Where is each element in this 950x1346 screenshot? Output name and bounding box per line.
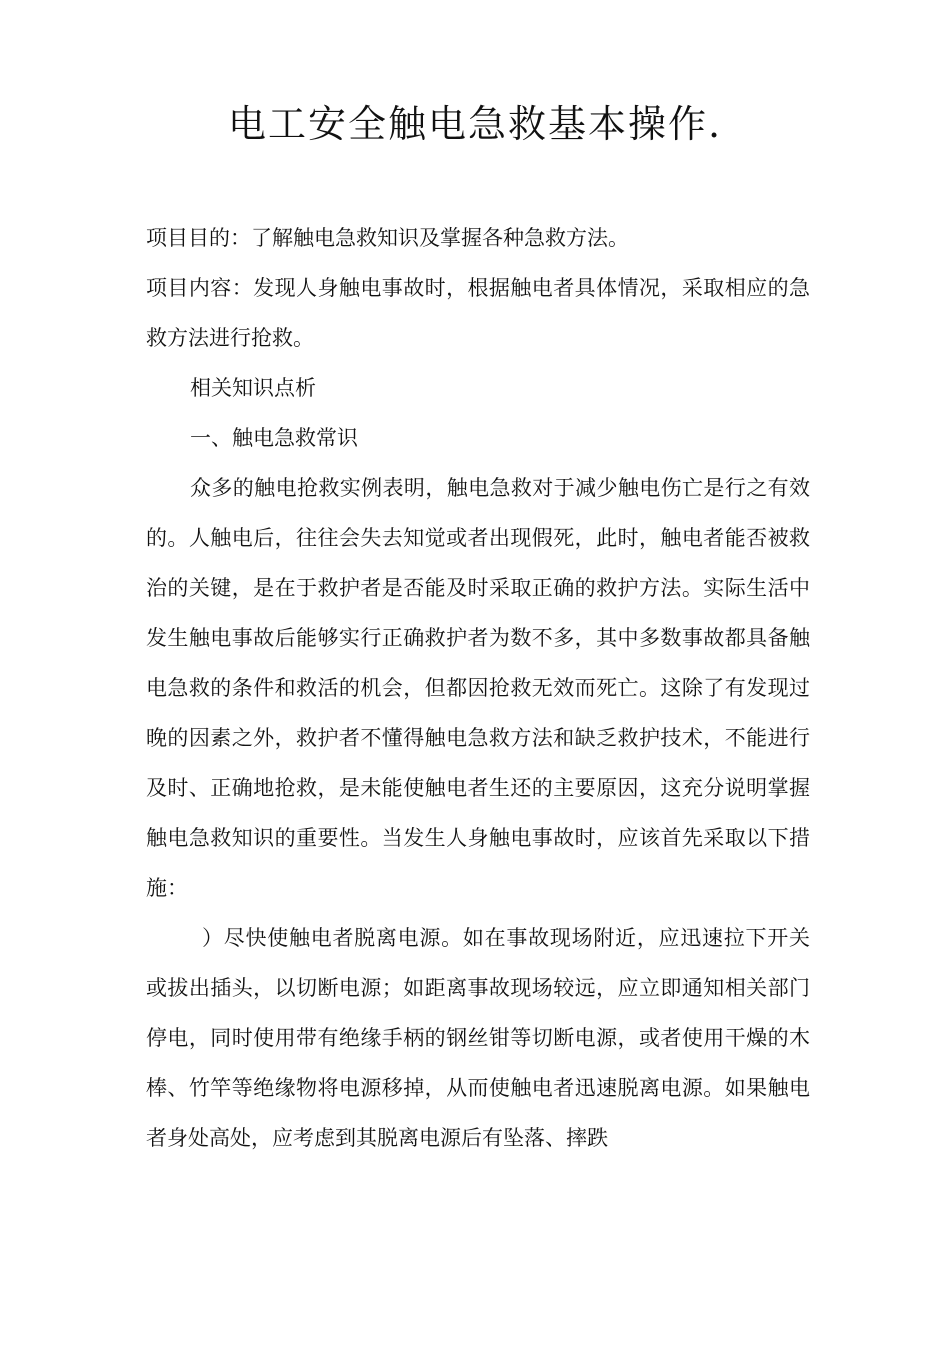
- measure-item-paragraph: ）尽快使触电者脱离电源。如在事故现场附近，应迅速拉下开关或拔出插头，以切断电源；如距离事故现场较远，应立即通知相关部门停电，同时使用带有绝缘手柄的钢丝钳等切断电源，或者使用干燥的木棒、竹竿等绝缘物将电源移掉，从而使触电者迅速脱离电源。如果触电者身处高处，应考虑到其脱离电源后有坠落、摔跌: [146, 926, 810, 1150]
- project-content-paragraph: 项目内容：发现人身触电事故时，根据触电者具体情况，采取相应的急救方法进行抢救。: [146, 276, 810, 350]
- document-title: 电工安全触电急救基本操作.: [227, 102, 723, 146]
- related-knowledge-heading: 相关知识点析: [190, 376, 316, 400]
- document-body: [146, 213, 810, 1163]
- project-purpose-paragraph: 项目目的：了解触电急救知识及掌握各种急救方法。: [146, 226, 629, 250]
- first-aid-intro-paragraph: 众多的触电抢救实例表明，触电急救对于减少触电伤亡是行之有效的。人触电后，往往会失去知觉或者出现假死，此时，触电者能否被救治的关键，是在于救护者是否能及时采取正确的救护方法。实际生活中发生触电事故后能够实行正确救护者为数不多，其中多数事故都具备触电急救的条件和救活的机会，但都因抢救无效而死亡。这除了有发现过晚的因素之外，救护者不懂得触电急救方法和缺乏救护技术，不能进行及时、正确地抢救，是未能使触电者生还的主要原因，这充分说明掌握触电急救知识的重要性。当发生人身触电事故时，应该首先采取以下措施：: [146, 476, 810, 900]
- section-heading-electric-shock-first-aid: 一、触电急救常识: [190, 426, 358, 450]
